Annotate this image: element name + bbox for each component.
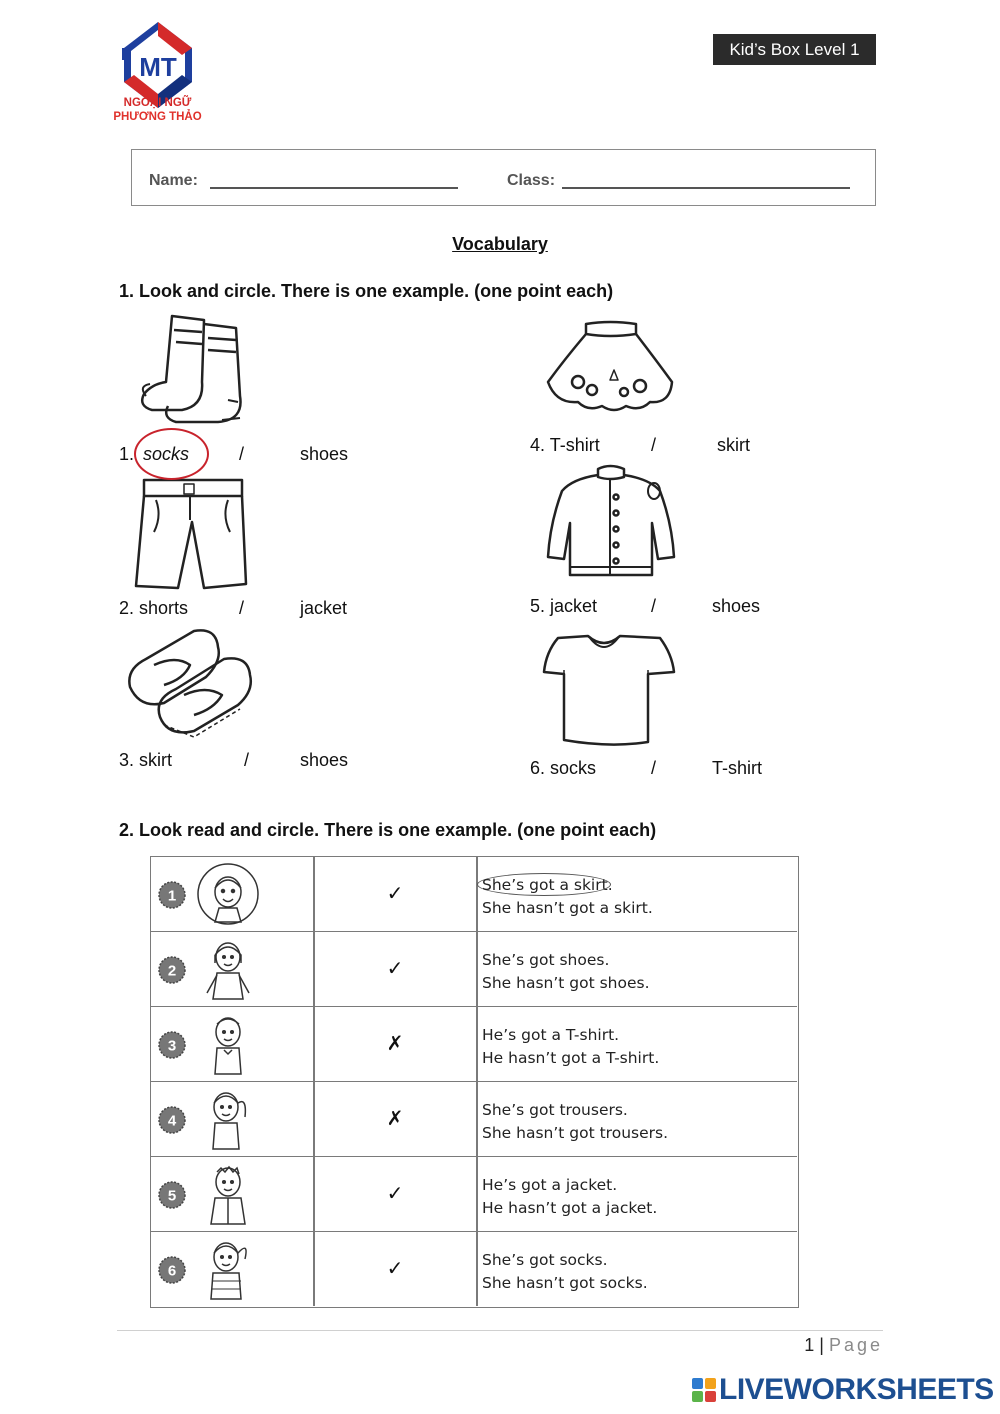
table-row: [151, 1007, 797, 1082]
table-row: [151, 1157, 797, 1232]
check-mark: ✓: [386, 1256, 404, 1280]
item-option-b[interactable]: skirt: [717, 435, 750, 455]
number-badge-icon: [158, 881, 186, 909]
item-number: 5.: [530, 596, 546, 616]
cross-mark: ✗: [386, 1031, 404, 1055]
item-number: 2.: [119, 598, 135, 618]
item-separator: /: [651, 596, 657, 616]
footer-divider: [117, 1330, 883, 1331]
item-number: 3.: [119, 750, 135, 770]
item-separator: /: [651, 435, 657, 455]
number-badge-icon: [158, 1031, 186, 1059]
girl-figure-icon: [195, 1237, 261, 1301]
item-separator: /: [651, 758, 657, 778]
svg-text:6: 6: [167, 1262, 177, 1280]
cross-mark: ✗: [386, 1106, 404, 1130]
page-word: Page: [828, 1335, 883, 1355]
sentence-option-1[interactable]: He’s got a jacket.: [482, 1176, 618, 1194]
svg-text:MT: MT: [139, 52, 177, 82]
page-number: [760, 1335, 883, 1356]
item-number: 1.: [119, 444, 135, 464]
item-option-a[interactable]: socks: [143, 444, 190, 464]
exercise-1-item-3: [119, 750, 172, 771]
sentence-option-1[interactable]: She’s got a skirt.: [482, 876, 613, 894]
sentence-option-1[interactable]: She’s got shoes.: [482, 951, 610, 969]
page-separator: |: [814, 1335, 829, 1355]
item-separator: /: [239, 444, 245, 464]
liveworksheets-wordmark: LIVEWORKSHEETS: [719, 1373, 994, 1406]
svg-text:4: 4: [167, 1112, 177, 1130]
item-separator: /: [244, 750, 250, 770]
girl-face-icon: [195, 862, 261, 926]
sentence-option-1[interactable]: She’s got trousers.: [482, 1101, 628, 1119]
item-option-a[interactable]: T-shirt: [549, 435, 600, 455]
check-mark: ✓: [386, 1181, 404, 1205]
item-option-b[interactable]: T-shirt: [712, 758, 763, 778]
svg-text:5: 5: [167, 1187, 177, 1205]
check-mark: ✓: [386, 956, 404, 980]
item-option-b[interactable]: shoes: [300, 750, 349, 770]
tshirt-picture: [540, 630, 678, 748]
sentence-option-2[interactable]: He hasn’t got a T-shirt.: [482, 1049, 660, 1067]
number-badge-icon: [158, 956, 186, 984]
sentence-option-2[interactable]: She hasn’t got shoes.: [482, 974, 650, 992]
item-option-a[interactable]: shorts: [139, 598, 189, 618]
sentence-option-1[interactable]: He’s got a T-shirt.: [482, 1026, 620, 1044]
number-badge-icon: [158, 1106, 186, 1134]
number-badge-icon: [158, 1256, 186, 1284]
exercise-1-item-6: [530, 758, 596, 779]
class-field[interactable]: [562, 187, 850, 189]
liveworksheets-logo-icon: [692, 1378, 716, 1402]
item-option-a[interactable]: socks: [550, 758, 597, 778]
shoes-picture: [124, 625, 256, 741]
exercise-1-item-5: [530, 596, 597, 617]
table-row: [151, 1232, 797, 1307]
exercise-1-item-4: [530, 435, 600, 456]
boy-figure-icon: [195, 1012, 261, 1076]
name-class-box: [131, 149, 876, 206]
girl-figure-icon: [195, 1087, 261, 1151]
table-row: [151, 1082, 797, 1157]
exercise-2-table: [150, 856, 799, 1308]
item-option-b[interactable]: shoes: [300, 444, 349, 464]
girl-figure-icon: [195, 937, 261, 1001]
exercise-1-heading: 1. Look and circle. There is one example. (one point each): [119, 281, 614, 301]
exercise-1-item-2: [119, 598, 188, 619]
level-badge: Kid’s Box Level 1: [713, 34, 876, 65]
svg-text:2: 2: [167, 962, 177, 980]
svg-text:3: 3: [167, 1037, 177, 1055]
class-label: Class:: [507, 172, 556, 189]
sentence-option-2[interactable]: She hasn’t got trousers.: [482, 1124, 669, 1142]
boy-figure-icon: [195, 1162, 261, 1226]
name-label: Name:: [149, 172, 198, 189]
number-badge-icon: [158, 1181, 186, 1209]
logo-line-2: PHƯƠNG THẢO: [113, 111, 202, 123]
svg-text:1: 1: [167, 887, 177, 905]
item-option-a[interactable]: jacket: [550, 596, 598, 616]
table-row: [151, 932, 797, 1007]
sentence-option-2[interactable]: She hasn’t got socks.: [482, 1274, 648, 1292]
item-separator: /: [239, 598, 245, 618]
skirt-picture: [544, 320, 676, 416]
logo-text: [100, 96, 215, 124]
jacket-picture: [544, 463, 678, 583]
page-number-value: 1: [804, 1335, 815, 1355]
example-circle: [134, 428, 209, 480]
sentence-option-2[interactable]: She hasn’t got a skirt.: [482, 899, 653, 917]
logo-line-1: NGOẠI NGỮ: [123, 97, 192, 109]
item-option-b[interactable]: jacket: [300, 598, 348, 618]
item-number: 4.: [530, 435, 546, 455]
shorts-picture: [132, 476, 252, 592]
table-row: [151, 857, 797, 932]
section-title: Vocabulary: [452, 234, 548, 254]
sentence-option-2[interactable]: He hasn’t got a jacket.: [482, 1199, 658, 1217]
name-field[interactable]: [210, 187, 458, 189]
exercise-2-heading: 2. Look read and circle. There is one example. (one point each): [119, 820, 657, 840]
socks-picture: [132, 310, 267, 428]
item-option-b[interactable]: shoes: [712, 596, 761, 616]
item-option-a[interactable]: skirt: [139, 750, 173, 770]
sentence-option-1[interactable]: She’s got socks.: [482, 1251, 608, 1269]
item-number: 6.: [530, 758, 546, 778]
check-mark: ✓: [386, 881, 404, 905]
